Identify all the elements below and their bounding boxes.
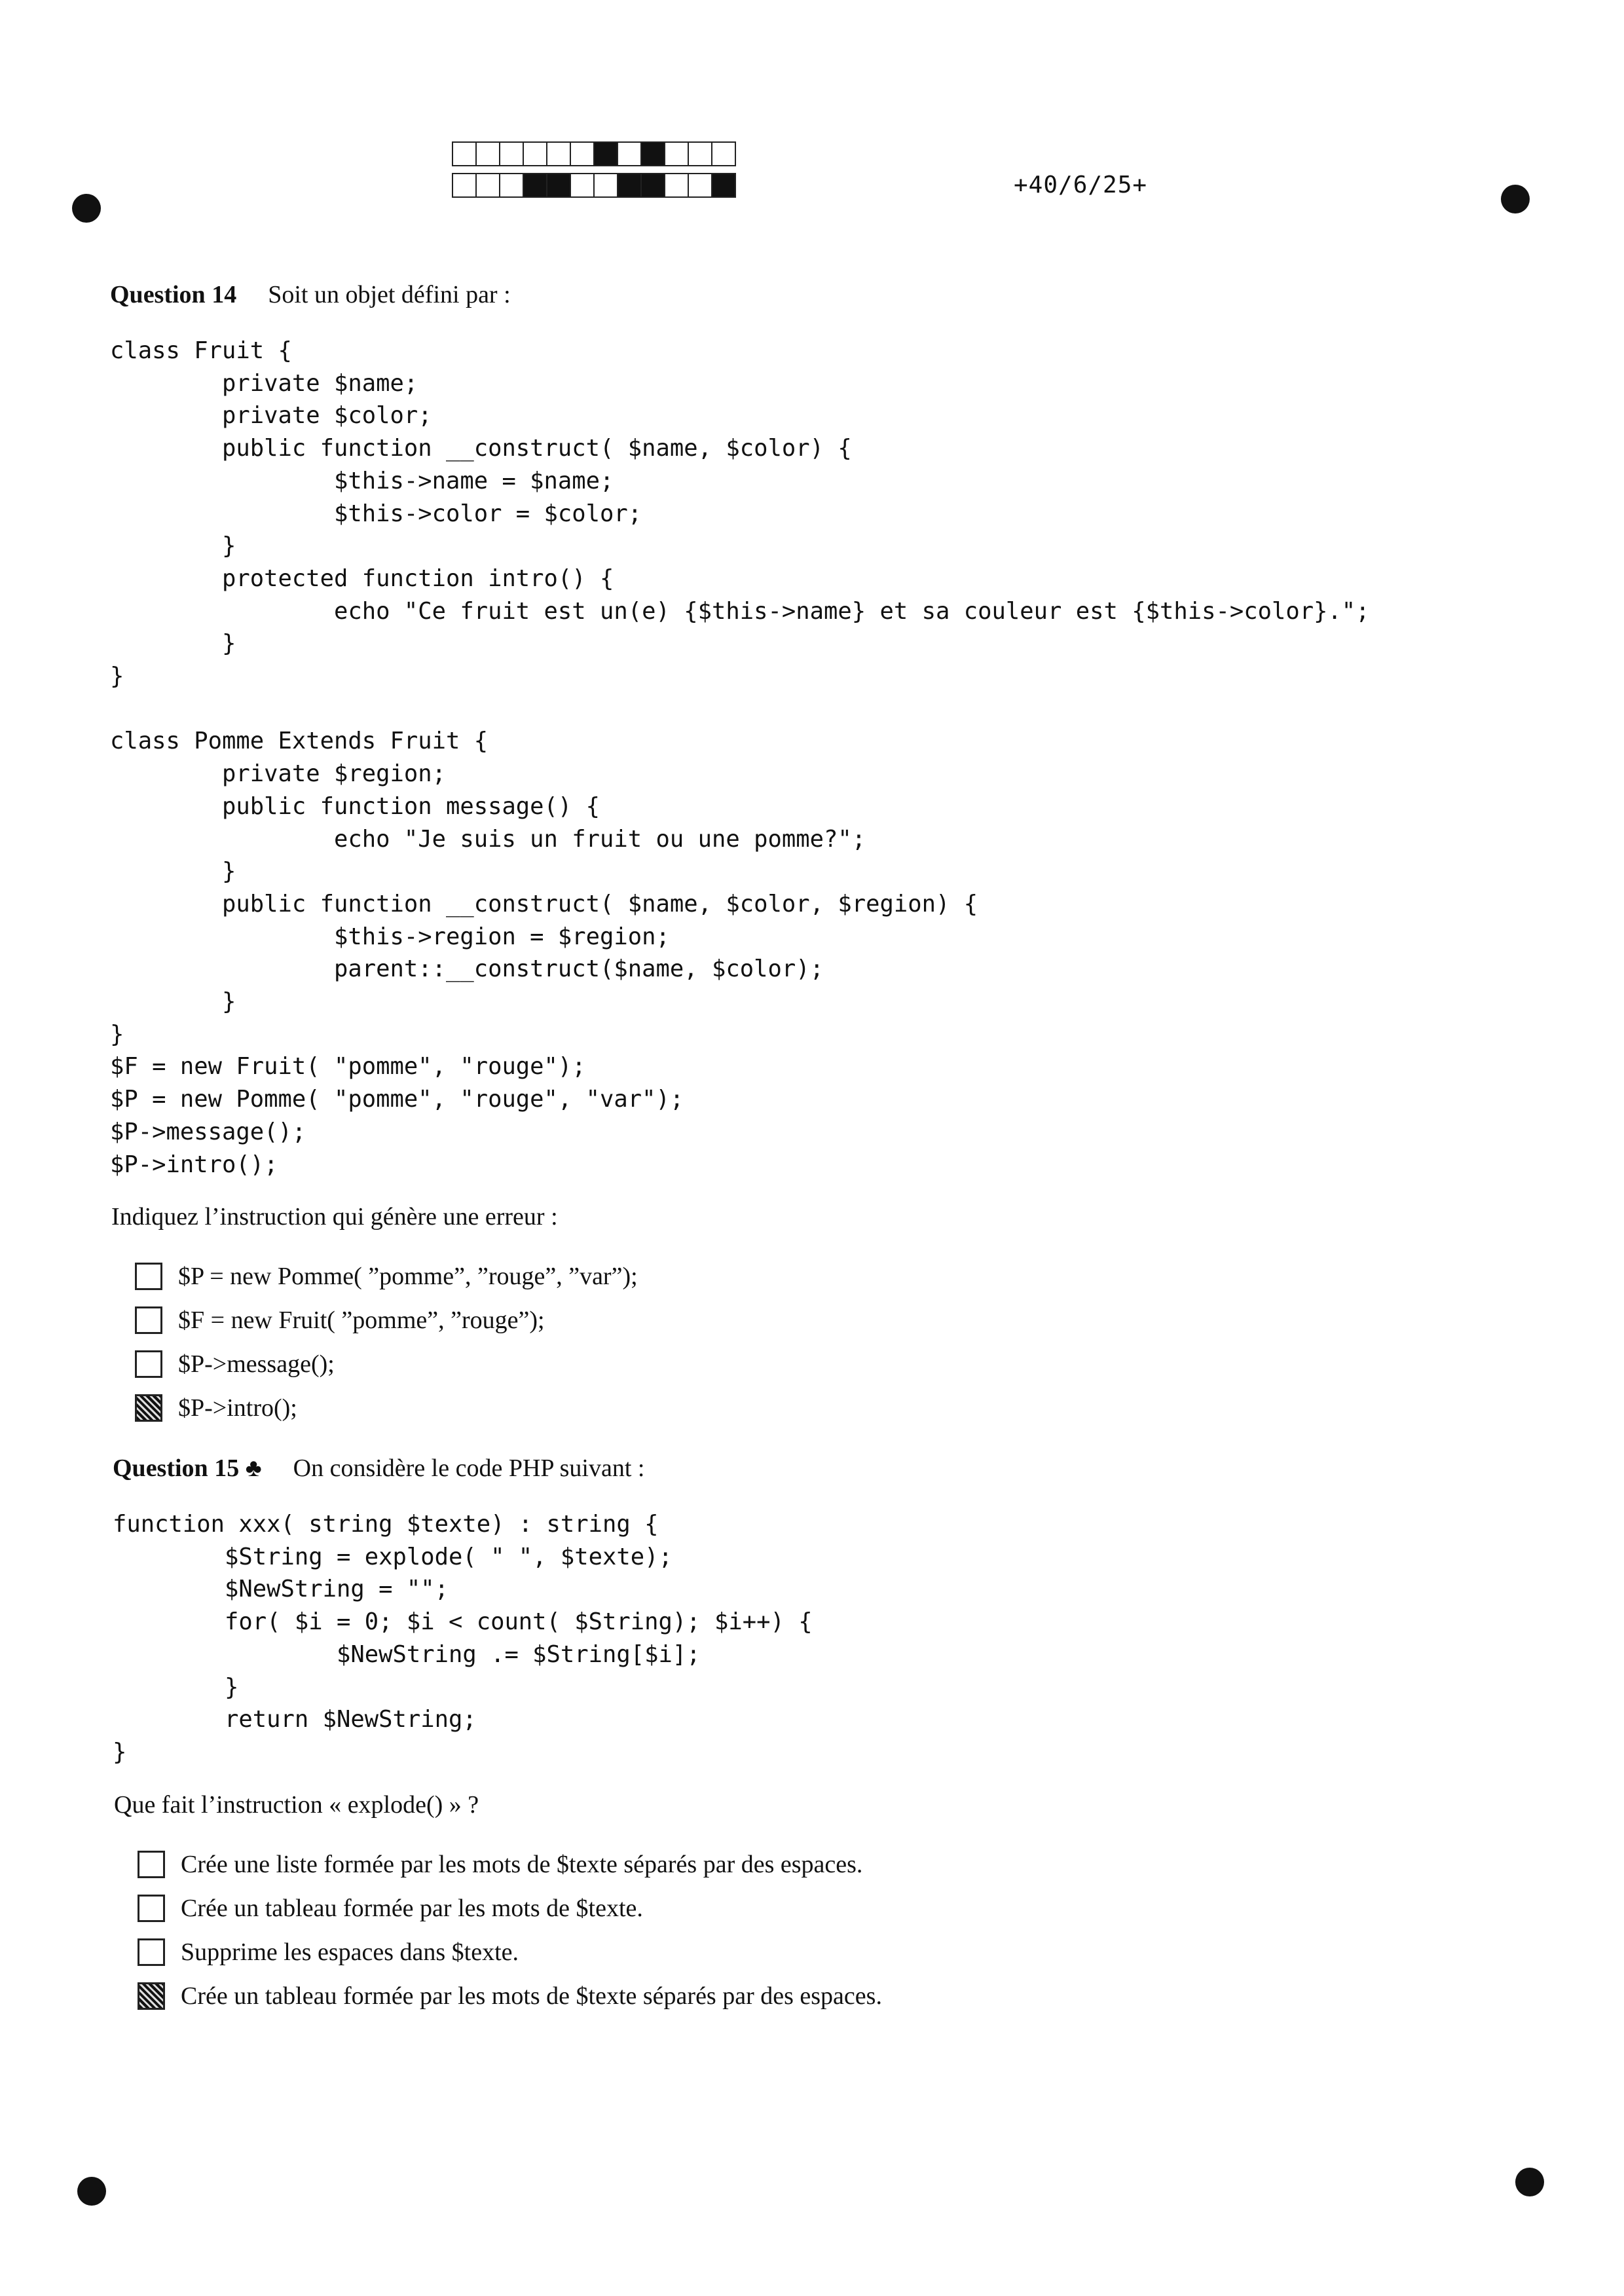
- answer-text: $F = new Fruit( ”pomme”, ”rouge”);: [178, 1306, 545, 1334]
- registration-mark-bottom-right: [1515, 2168, 1544, 2196]
- barcode-cell: [711, 173, 736, 198]
- barcode-cell: [475, 173, 500, 198]
- barcode-cell: [452, 141, 477, 166]
- question-14-label: Question 14: [110, 281, 237, 308]
- page-barcode: [452, 141, 735, 204]
- barcode-cell: [688, 141, 712, 166]
- question-15-answer-1[interactable]: [138, 1842, 882, 1886]
- barcode-cell: [546, 173, 571, 198]
- barcode-cell: [617, 141, 642, 166]
- question-14-answer-2[interactable]: [135, 1298, 638, 1342]
- barcode-cell: [475, 141, 500, 166]
- barcode-cell: [452, 173, 477, 198]
- answer-checkbox[interactable]: [135, 1350, 162, 1378]
- barcode-row: [452, 173, 735, 199]
- barcode-cell: [523, 173, 547, 198]
- registration-mark-top-right: [1501, 185, 1530, 213]
- barcode-cell: [593, 141, 618, 166]
- barcode-cell: [523, 141, 547, 166]
- registration-mark-bottom-left: [77, 2177, 106, 2206]
- question-14-answer-4[interactable]: [135, 1386, 638, 1430]
- barcode-cell: [499, 173, 524, 198]
- answer-checkbox[interactable]: [135, 1263, 162, 1290]
- question-15-code: function xxx( string $texte) : string { $String = explode( " ", $texte); $NewString = ""; for( $i = 0; $i < count( $String); $i++) { $NewString .= $String[$i]; } return $NewString; }: [113, 1511, 813, 1766]
- barcode-cell: [664, 173, 689, 198]
- question-15-header: [113, 1454, 644, 1483]
- club-icon: ♣: [245, 1454, 262, 1482]
- barcode-cell: [711, 141, 736, 166]
- answer-checkbox[interactable]: [138, 1895, 165, 1922]
- question-15-intro: On considère le code PHP suivant :: [293, 1454, 645, 1482]
- barcode-cell: [499, 141, 524, 166]
- answer-checkbox[interactable]: [135, 1394, 162, 1422]
- question-15-label: [113, 1454, 262, 1482]
- question-15-answer-3[interactable]: [138, 1930, 882, 1974]
- question-14-answer-3[interactable]: [135, 1342, 638, 1386]
- question-15-answer-4[interactable]: [138, 1974, 882, 2018]
- answer-text: Crée un tableau formée par les mots de $texte.: [181, 1894, 643, 1922]
- question-15-prompt: Que fait l’instruction « explode() » ?: [114, 1791, 479, 1819]
- answer-checkbox[interactable]: [138, 1982, 165, 2010]
- barcode-cell: [593, 173, 618, 198]
- barcode-cell: [570, 173, 595, 198]
- barcode-row: [452, 141, 735, 168]
- question-15-answer-2[interactable]: [138, 1886, 882, 1930]
- question-14-answers: [135, 1254, 638, 1430]
- barcode-cell: [546, 141, 571, 166]
- barcode-cell: [688, 173, 712, 198]
- answer-text: Supprime les espaces dans $texte.: [181, 1938, 519, 1966]
- question-14-intro: Soit un objet défini par :: [268, 281, 511, 308]
- answer-text: $P->intro();: [178, 1394, 297, 1422]
- registration-mark-top-left: [72, 194, 101, 223]
- question-14-code: class Fruit { private $name; private $color; public function __construct( $name, $color) { $this->name = $name; $this->color = $color; } protected function intro() { echo "Ce fruit est un(e) {$this->name} et sa couleur est {$this->color}."; } } class Pomme Extends Fruit { private $region; public function message() { echo "Je suis un fruit ou une pomme?"; } public function __construct( $name, $color, $region) { $this->region = $region; parent::__construct($name, $color); } } $F = new Fruit( "pomme", "rouge"); $P = new Pomme( "pomme", "rouge", "var"); $P->message(); $P->intro();: [110, 337, 1370, 1178]
- answer-text: Crée un tableau formée par les mots de $texte séparés par des espaces.: [181, 1982, 882, 2010]
- exam-page-id: +40/6/25+: [1014, 172, 1148, 198]
- barcode-cell: [640, 141, 665, 166]
- answer-text: $P->message();: [178, 1350, 335, 1378]
- question-14-prompt: Indiquez l’instruction qui génère une erreur :: [111, 1203, 558, 1231]
- question-15-answers: [138, 1842, 882, 2018]
- question-14-answer-1[interactable]: [135, 1254, 638, 1298]
- question-15-label-text: Question 15: [113, 1454, 240, 1482]
- barcode-cell: [570, 141, 595, 166]
- answer-text: $P = new Pomme( ”pomme”, ”rouge”, ”var”);: [178, 1262, 638, 1290]
- barcode-cell: [617, 173, 642, 198]
- question-14-header: [110, 280, 511, 309]
- answer-checkbox[interactable]: [138, 1938, 165, 1966]
- barcode-cell: [664, 141, 689, 166]
- answer-checkbox[interactable]: [138, 1851, 165, 1878]
- answer-checkbox[interactable]: [135, 1306, 162, 1334]
- barcode-cell: [640, 173, 665, 198]
- answer-text: Crée une liste formée par les mots de $texte séparés par des espaces.: [181, 1850, 863, 1878]
